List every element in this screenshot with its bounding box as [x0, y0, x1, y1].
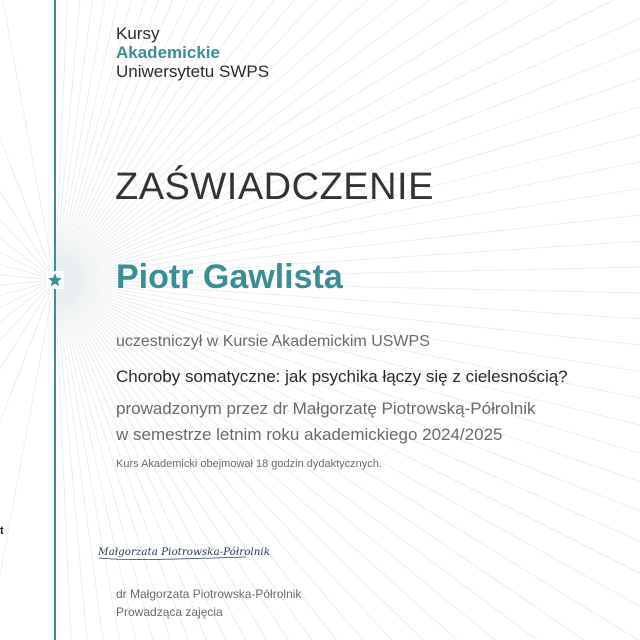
recipient-name: Piotr Gawlista [116, 258, 343, 296]
course-title: Choroby somatyczne: jak psychika łączy się z cielesnością? [116, 367, 568, 386]
background-ray [0, 280, 55, 640]
background-ray [0, 116, 55, 280]
logo-line-3: Uniwersytetu SWPS [116, 62, 270, 81]
background-ray [55, 280, 108, 640]
logo-line-2: Akademickie [116, 43, 220, 62]
background-ray [0, 0, 55, 280]
background-ray [0, 280, 55, 640]
logo-line-1: Kursy [116, 24, 160, 43]
background-ray [55, 280, 640, 620]
background-ray [0, 280, 55, 640]
signatory-role: Prowadząca zajęcia [116, 605, 223, 619]
background-ray [0, 280, 55, 444]
background-ray [0, 280, 55, 640]
left-accent-line [54, 0, 56, 640]
document-title: ZAŚWIADCZENIE [115, 166, 434, 208]
institution-logo [116, 24, 269, 81]
edge-text-fragment: t [0, 525, 4, 537]
signature-text: Małgorzata Piotrowska-Półrolnik [97, 546, 270, 558]
participation-text: uczestniczył w Kursie Akademickim USWPS [116, 333, 430, 350]
background-ray [0, 280, 55, 547]
handwritten-signature [96, 538, 276, 564]
semester-text: w semestrze letnim roku akademickiego 2024/2025 [116, 425, 503, 444]
star-icon [46, 271, 64, 289]
hours-note: Kurs Akademicki obejmował 18 godzin dydaktycznych. [116, 458, 382, 470]
instructor-text: prowadzonym przez dr Małgorzatę Piotrowską-Półrolnik [116, 399, 536, 418]
background-ray [0, 13, 55, 280]
signatory-name: dr Małgorzata Piotrowska-Półrolnik [116, 587, 302, 601]
background-ray [0, 280, 55, 640]
